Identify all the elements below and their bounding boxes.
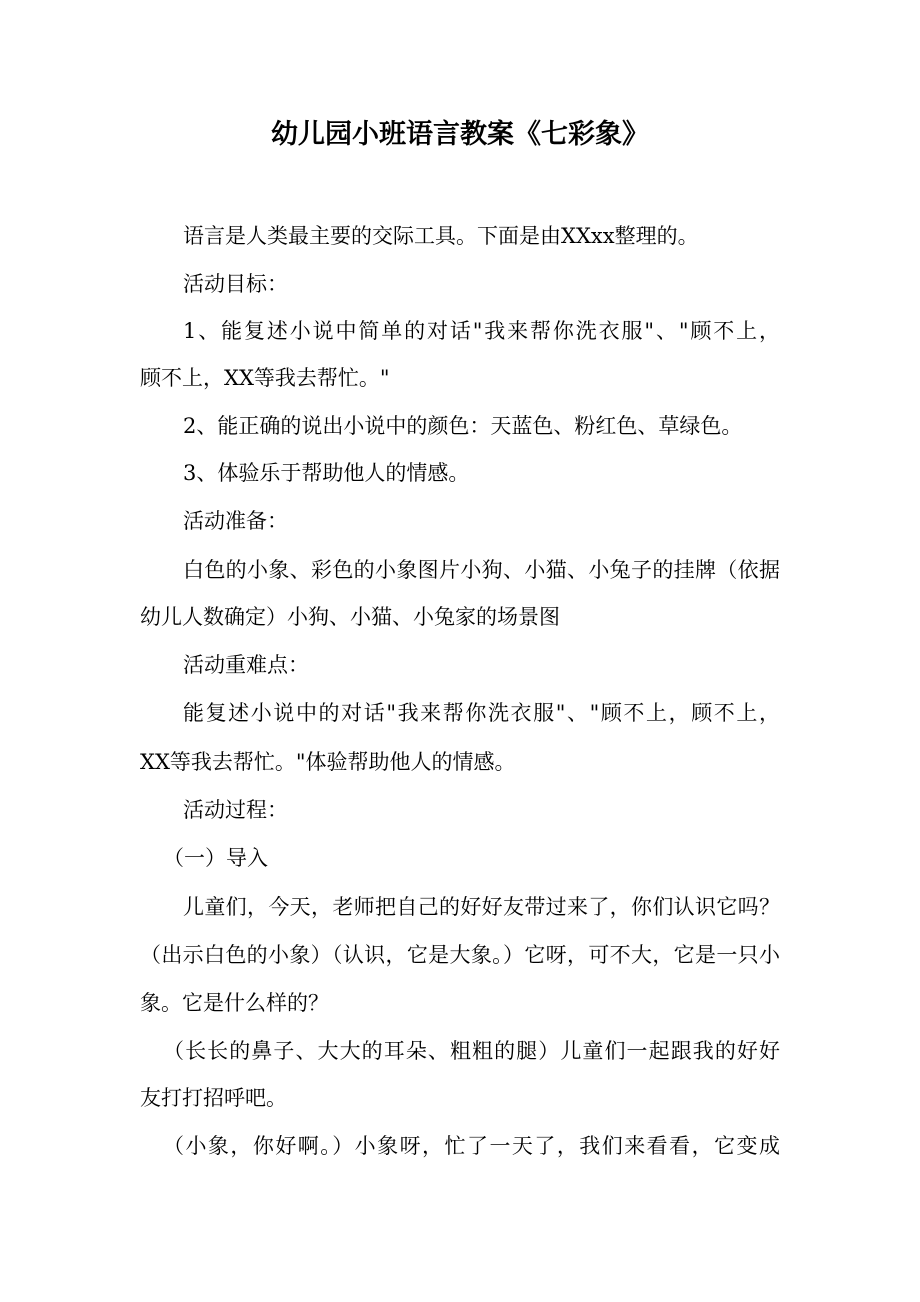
goal-1-line-2: 顾不上，XX等我去帮忙。" — [140, 366, 390, 390]
process-line-2: （出示白色的小象）（认识，它是大象。）它呀，可不大，它是一只小 — [140, 943, 780, 967]
goal-1-line-1: 1、能复述小说中简单的对话"我来帮你洗衣服"、"顾不上， — [183, 319, 780, 343]
preparation-line-2: 幼儿人数确定）小狗、小猫、小兔家的场景图 — [140, 605, 560, 629]
process-line-5: 友打打招呼吧。 — [140, 1086, 287, 1110]
key-points-line-1: 能复述小说中的对话"我来帮你洗衣服"、"顾不上，顾不上， — [183, 701, 780, 725]
process-line-6: （小象，你好啊。）小象呀，忙了一天了，我们来看看，它变成 — [163, 1134, 780, 1158]
intro-paragraph: 语言是人类最主要的交际工具。下面是由XXxx整理的。 — [183, 224, 699, 248]
process-line-4: （长长的鼻子、大大的耳朵、粗粗的腿）儿童们一起跟我的好好 — [163, 1039, 780, 1063]
process-line-3: 象。它是什么样的？ — [140, 991, 329, 1015]
section-heading-key-points: 活动重难点： — [183, 653, 309, 677]
section-heading-process: 活动过程： — [183, 798, 288, 822]
key-points-line-2: XX等我去帮忙。"体验帮助他人的情感。 — [140, 750, 516, 774]
process-line-1: 儿童们，今天，老师把自己的好好友带过来了，你们认识它吗？ — [183, 895, 780, 919]
goal-3: 3、体验乐于帮助他人的情感。 — [183, 461, 470, 485]
subsection-heading-intro: （一）导入 — [163, 846, 268, 870]
preparation-line-1: 白色的小象、彩色的小象图片小狗、小猫、小兔子的挂牌（依据 — [183, 558, 780, 582]
goal-2: 2、能正确的说出小说中的颜色：天蓝色、粉红色、草绿色。 — [183, 414, 743, 438]
document-title: 幼儿园小班语言教案《七彩象》 — [271, 119, 649, 150]
section-heading-goals: 活动目标： — [183, 272, 288, 296]
section-heading-preparation: 活动准备： — [183, 509, 288, 533]
